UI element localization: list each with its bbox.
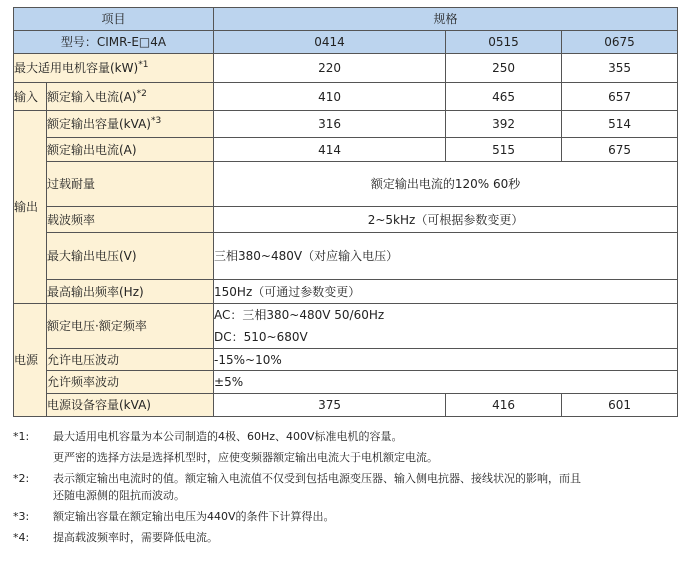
output-group-label: 输出 (14, 111, 47, 304)
max-output-freq-row (14, 280, 678, 304)
rated-voltage-ac: AC：三相380~480V 50/60Hz (214, 308, 385, 322)
max-motor-label: 最大适用电机容量(kW)$^{*1}$ (14, 54, 214, 83)
voltage-fluct-row (14, 349, 678, 371)
rated-voltage-row (14, 304, 678, 349)
max-motor-row (14, 54, 678, 83)
carrier-row (14, 207, 678, 233)
note-ref: *1 (138, 60, 149, 70)
model-col-0515: 0515 (446, 31, 562, 54)
rated-output-current-0675: 675 (562, 138, 678, 162)
rated-output-current-label: 额定输出电流(A) (47, 138, 214, 162)
max-motor-0675: 355 (562, 54, 678, 83)
power-group-label: 电源 (14, 304, 47, 417)
power-capacity-0515: 416 (446, 394, 562, 417)
note-ref: *2 (136, 88, 147, 99)
rated-output-capacity-row (14, 111, 678, 138)
overload-label: 过载耐量 (47, 162, 214, 207)
freq-fluct-value: ±5% (214, 371, 678, 394)
footnotes (13, 430, 683, 552)
header-spec: 规格 (214, 8, 678, 31)
power-capacity-label: 电源设备容量(kVA) (47, 394, 214, 417)
footnote-line: 提高载波频率时，需要降低电流。 (53, 531, 218, 544)
overload-value: 额定输出电流的120% 60秒 (214, 162, 678, 207)
footnote-mark: *4: (13, 531, 30, 544)
overload-row (14, 162, 678, 207)
rated-output-capacity-0675: 514 (562, 111, 678, 138)
rated-voltage-value (214, 304, 678, 349)
rated-output-capacity-0414: 316 (214, 111, 446, 138)
footnote-mark: *3: (13, 510, 30, 523)
footnote-line: 更严密的选择方法是选择机型时，应使变频器额定输出电流大于电机额定电流。 (53, 451, 438, 464)
footnote-mark: *1: (13, 430, 30, 443)
power-capacity-0675: 601 (562, 394, 678, 417)
voltage-fluct-label: 允许电压波动 (47, 349, 214, 371)
rated-voltage-dc: DC：510~680V (214, 330, 308, 344)
input-group-label: 输入 (14, 83, 47, 111)
rated-voltage-label: 额定电压·额定频率 (47, 304, 214, 349)
model-row (14, 31, 678, 54)
max-output-voltage-row (14, 233, 678, 280)
rated-input-current-0414: 410 (214, 83, 446, 111)
power-capacity-row (14, 394, 678, 417)
footnote-2 (13, 472, 683, 503)
carrier-label: 载波频率 (47, 207, 214, 233)
rated-output-current-0414: 414 (214, 138, 446, 162)
footnote-line: 额定输出容量在额定输出电压为440V的条件下计算得出。 (53, 510, 335, 523)
voltage-fluct-value: -15%~10% (214, 349, 678, 371)
footnote-4 (13, 531, 683, 545)
max-output-freq-label: 最高输出频率(Hz) (47, 280, 214, 304)
footnote-3 (13, 510, 683, 524)
max-motor-0414: 220 (214, 54, 446, 83)
rated-output-current-0515: 515 (446, 138, 562, 162)
header-row (14, 8, 678, 31)
rated-input-current-0515: 465 (446, 83, 562, 111)
max-output-voltage-label: 最大输出电压(V) (47, 233, 214, 280)
max-output-voltage-value: 三相380~480V（对应输入电压） (214, 233, 678, 280)
freq-fluct-row (14, 371, 678, 394)
model-col-0675: 0675 (562, 31, 678, 54)
rated-output-current-row (14, 138, 678, 162)
max-motor-0515: 250 (446, 54, 562, 83)
input-row (14, 83, 678, 111)
model-label: 型号：CIMR-E□4A (14, 31, 214, 54)
model-col-0414: 0414 (214, 31, 446, 54)
rated-output-capacity-label: 额定输出容量(kVA)$^{*3}$ (47, 111, 214, 138)
carrier-value: 2~5kHz（可根据参数变更） (214, 207, 678, 233)
footnote-1 (13, 430, 683, 465)
footnote-mark: *2: (13, 472, 30, 485)
max-output-freq-value: 150Hz（可通过参数变更） (214, 280, 678, 304)
spec-table (13, 7, 678, 417)
rated-input-current-0675: 657 (562, 83, 678, 111)
power-capacity-0414: 375 (214, 394, 446, 417)
rated-output-capacity-0515: 392 (446, 111, 562, 138)
footnote-line: 表示额定输出电流时的值。额定输入电流值不仅受到包括电源变压器、输入侧电抗器、接线状况的影响，而且 (53, 472, 581, 485)
header-item: 项目 (14, 8, 214, 31)
freq-fluct-label: 允许频率波动 (47, 371, 214, 394)
note-ref: *3 (150, 116, 162, 126)
footnote-line: 最大适用电机容量为本公司制造的4极、60Hz、400V标准电机的容量。 (53, 430, 403, 443)
footnote-line: 还随电源侧的阻抗而波动。 (53, 489, 185, 502)
rated-input-current-label: 额定输入电流$(A)^{*2}$ (47, 83, 214, 111)
